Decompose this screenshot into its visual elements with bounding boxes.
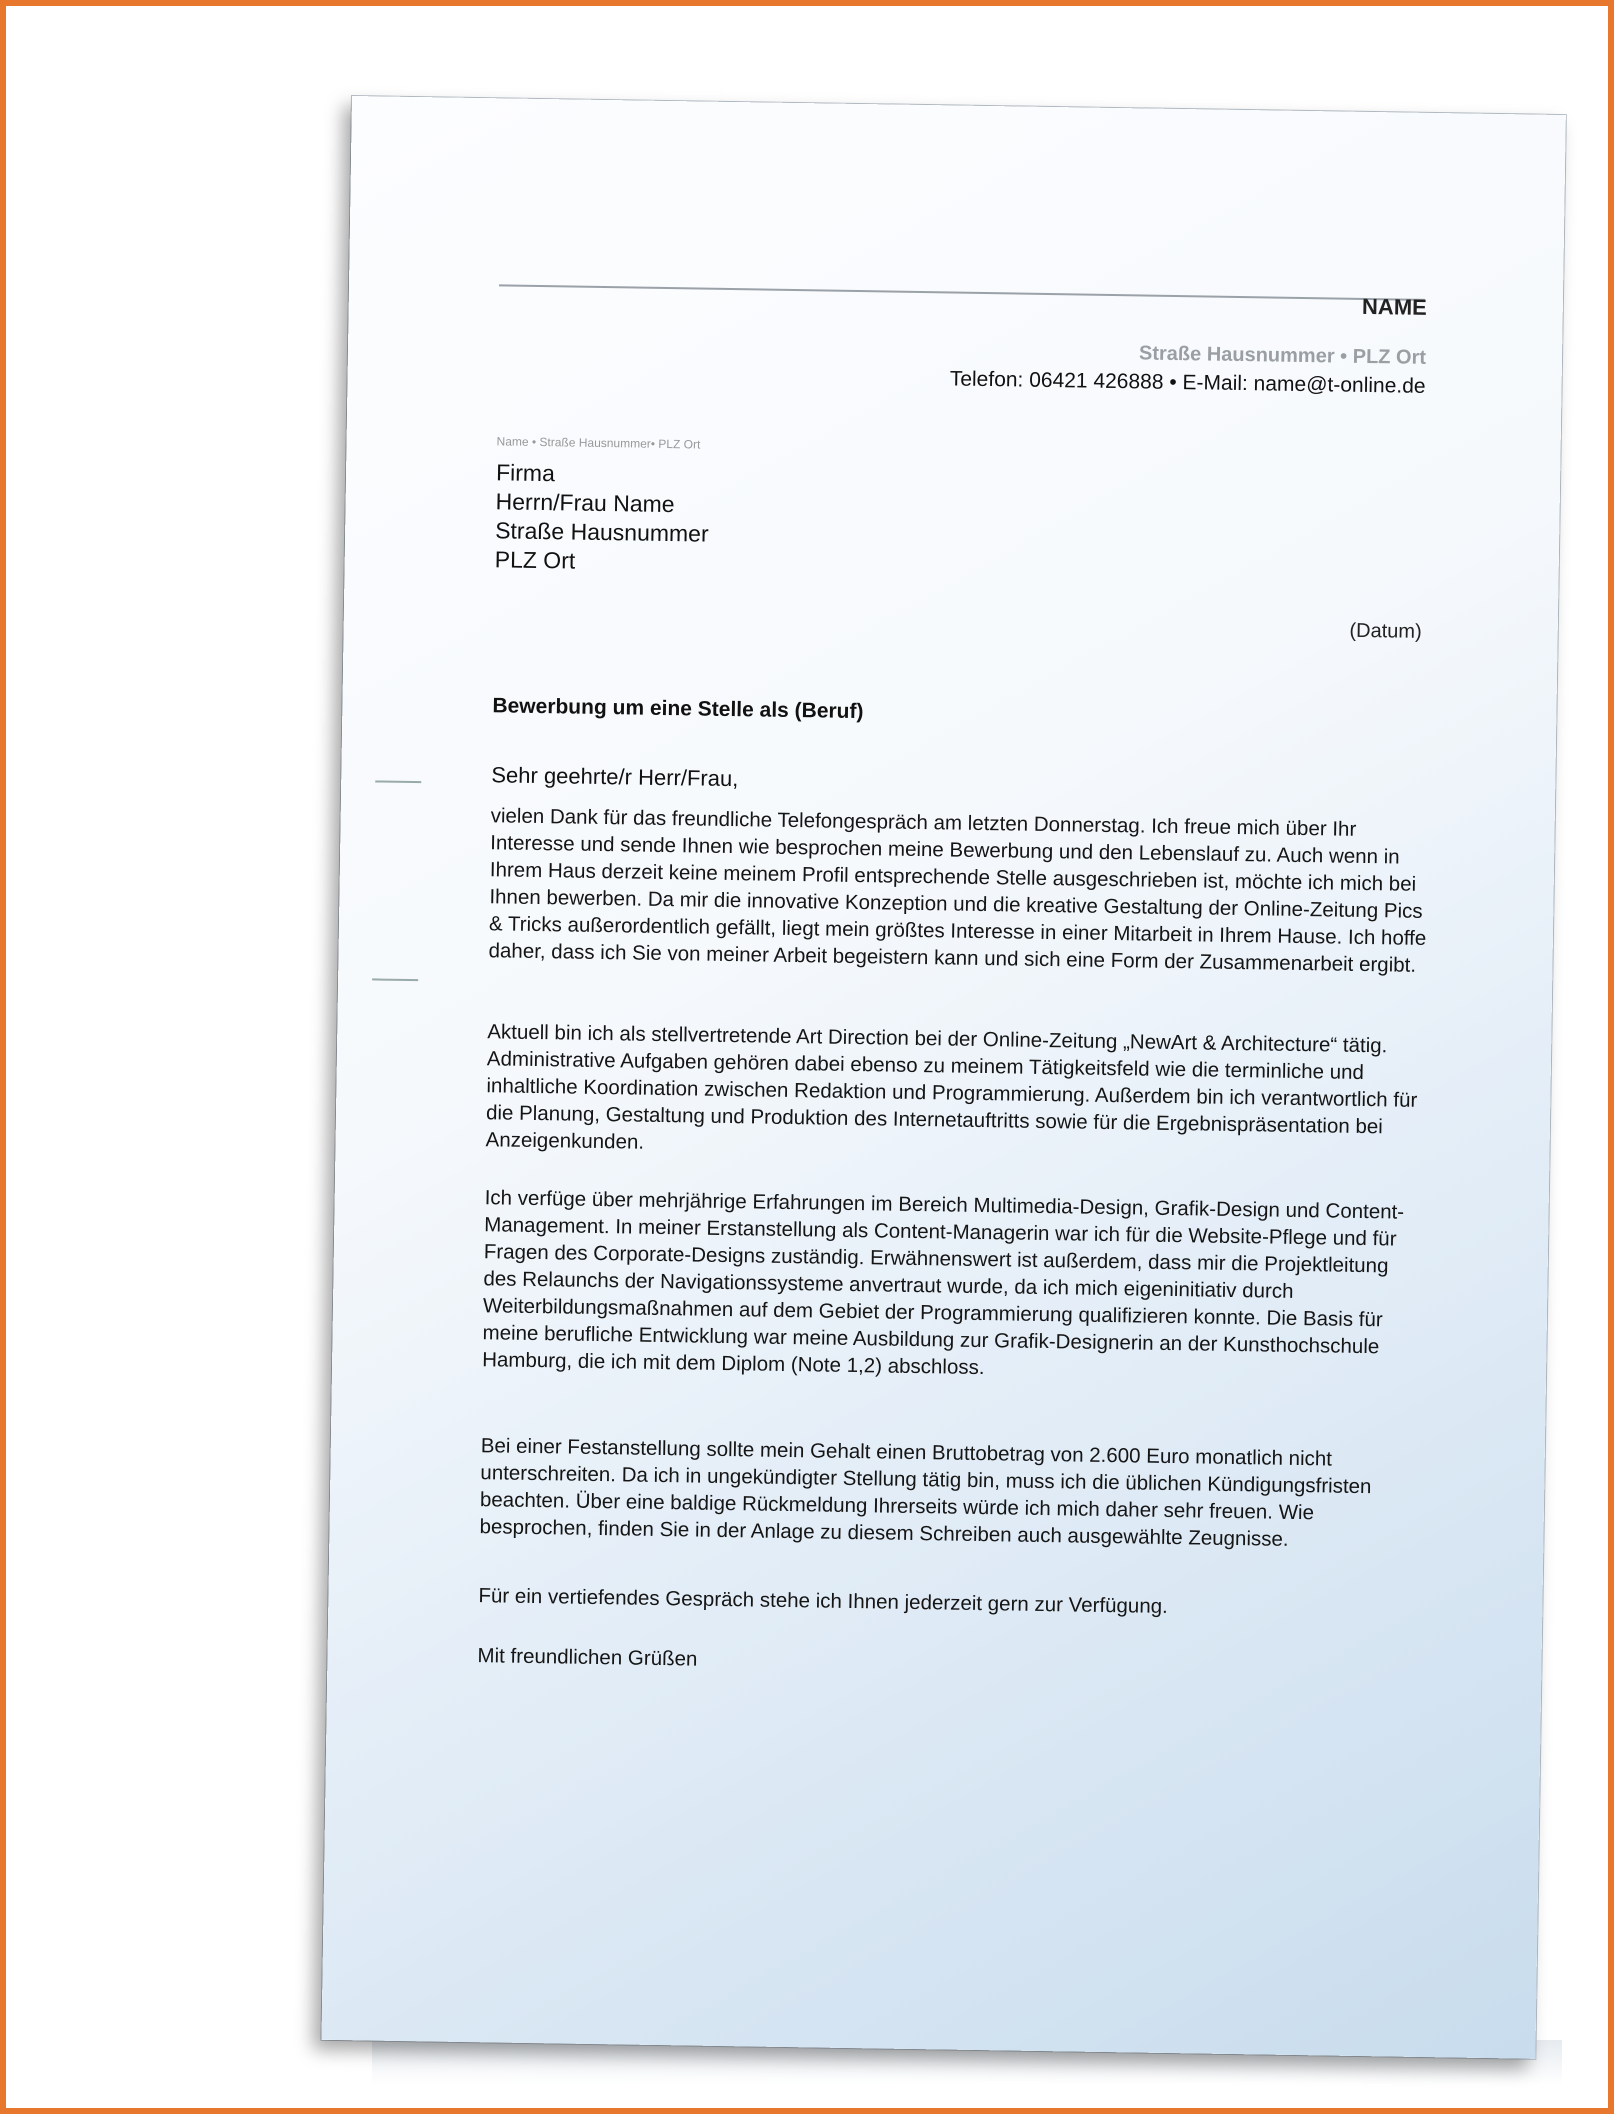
recipient-block — [495, 458, 710, 577]
paragraph-5-text: Für ein vertiefendes Gespräch stehe ich Ihnen jederzeit gern zur Verfügung. — [478, 1584, 1168, 1618]
recipient-street: Straße Hausnummer — [494, 517, 709, 547]
paragraph-1-text: vielen Dank für das freundliche Telefongespräch am letzten Donnerstag. Ich freue mich über Ihr Interesse und sende Ihnen wie besprochen meine Bewerbung und den Lebenslauf zu. Auch wenn in Ihrem Haus derzeit keine meinem Profil entsprechende Stelle ausgeschrieben ist, möchte ich mich bei Ihnen bewerben. Da mir die innovative Konzeption und die kreative Gestaltung der Online-Zeitung Pics & Tricks außerordentlich gefällt, liegt mein größtes Interesse in einer Mitarbeit in Ihrem Hause. Ich hoffe daher, dass ich Sie von meiner Arbeit begeistern kann und sich eine Form der Zusammenarbeit ergibt. — [488, 804, 1427, 977]
letterhead-contact: Telefon: 06421 426888 • E-Mail: name@t-online.de — [949, 367, 1426, 398]
header-rule — [499, 284, 1425, 301]
recipient-person: Herrn/Frau Name — [495, 488, 675, 518]
fold-mark-middle — [372, 978, 418, 981]
paragraph-5 — [478, 1582, 1418, 1624]
paragraph-3-text: Ich verfüge über mehrjährige Erfahrungen im Bereich Multimedia-Design, Grafik-Design und Content-Management. In meiner Erstanstellung als Content-Managerin war ich für die Website-Pflege und für Fragen des Corporate-Designs zuständig. Erwähnenswert ist außerdem, dass mir die Projektleitung des Relaunchs der Navigationssysteme anvertraut wurde, da ich mich eigeninitiativ durch Weiterbildungsmaßnahmen auf dem Gebiet der Programmierung qualifizieren konnte. Die Basis für meine berufliche Entwicklung war meine Ausbildung zur Grafik-Designerin an der Kunsthochschule Hamburg, die ich mit dem Diplom (Note 1,2) abschloss. — [481, 1186, 1405, 1380]
letter-closing: Mit freundlichen Grüßen — [477, 1644, 698, 1671]
recipient-company: Firma — [495, 459, 556, 487]
paragraph-4-text: Bei einer Festanstellung sollte mein Gehalt einen Bruttobetrag von 2.600 Euro monatlich nicht unterschreiten. Da ich in ungekündigter Stellung tätig bin, muss ich die üblichen Kündigungsfristen beachten. Über eine baldige Rückmeldung Ihrerseits würde ich mich daher sehr freuen. Wie besprochen, finden Sie in der Anlage zu diesem Schreiben auch ausgewählte Zeugnisse. — [479, 1434, 1372, 1551]
paragraph-1 — [488, 802, 1430, 979]
paragraph-4 — [479, 1432, 1421, 1555]
letterhead-address: Straße Hausnummer • PLZ Ort — [1138, 342, 1427, 369]
paragraph-2 — [485, 1018, 1427, 1168]
letter-page — [321, 96, 1565, 2059]
letter-date: (Datum) — [1349, 619, 1422, 643]
recipient-city: PLZ Ort — [494, 546, 576, 574]
letter-salutation: Sehr geehrte/r Herr/Frau, — [491, 762, 739, 792]
paragraph-2-text: Aktuell bin ich als stellvertretende Art Direction bei der Online-Zeitung „NewArt & Architecture“ tätig. Administrative Aufgaben gehören dabei ebenso zu meinem Tätigkeitsfeld wie die terminliche und inhaltliche Koordination zwischen Redaktion und Programmierung. Außerdem bin ich verantwortlich für die Planung, Gestaltung und Produktion des Internetauftritts sowie für die Ergebnispräsentation bei Anzeigenkunden. — [485, 1020, 1418, 1154]
sender-return-address: Name • Straße Hausnummer• PLZ Ort — [496, 434, 701, 452]
letterhead-name: NAME — [1361, 293, 1428, 320]
fold-mark-top — [375, 780, 421, 783]
paragraph-3 — [482, 1184, 1425, 1388]
letter-subject: Bewerbung um eine Stelle als (Beruf) — [492, 694, 864, 724]
